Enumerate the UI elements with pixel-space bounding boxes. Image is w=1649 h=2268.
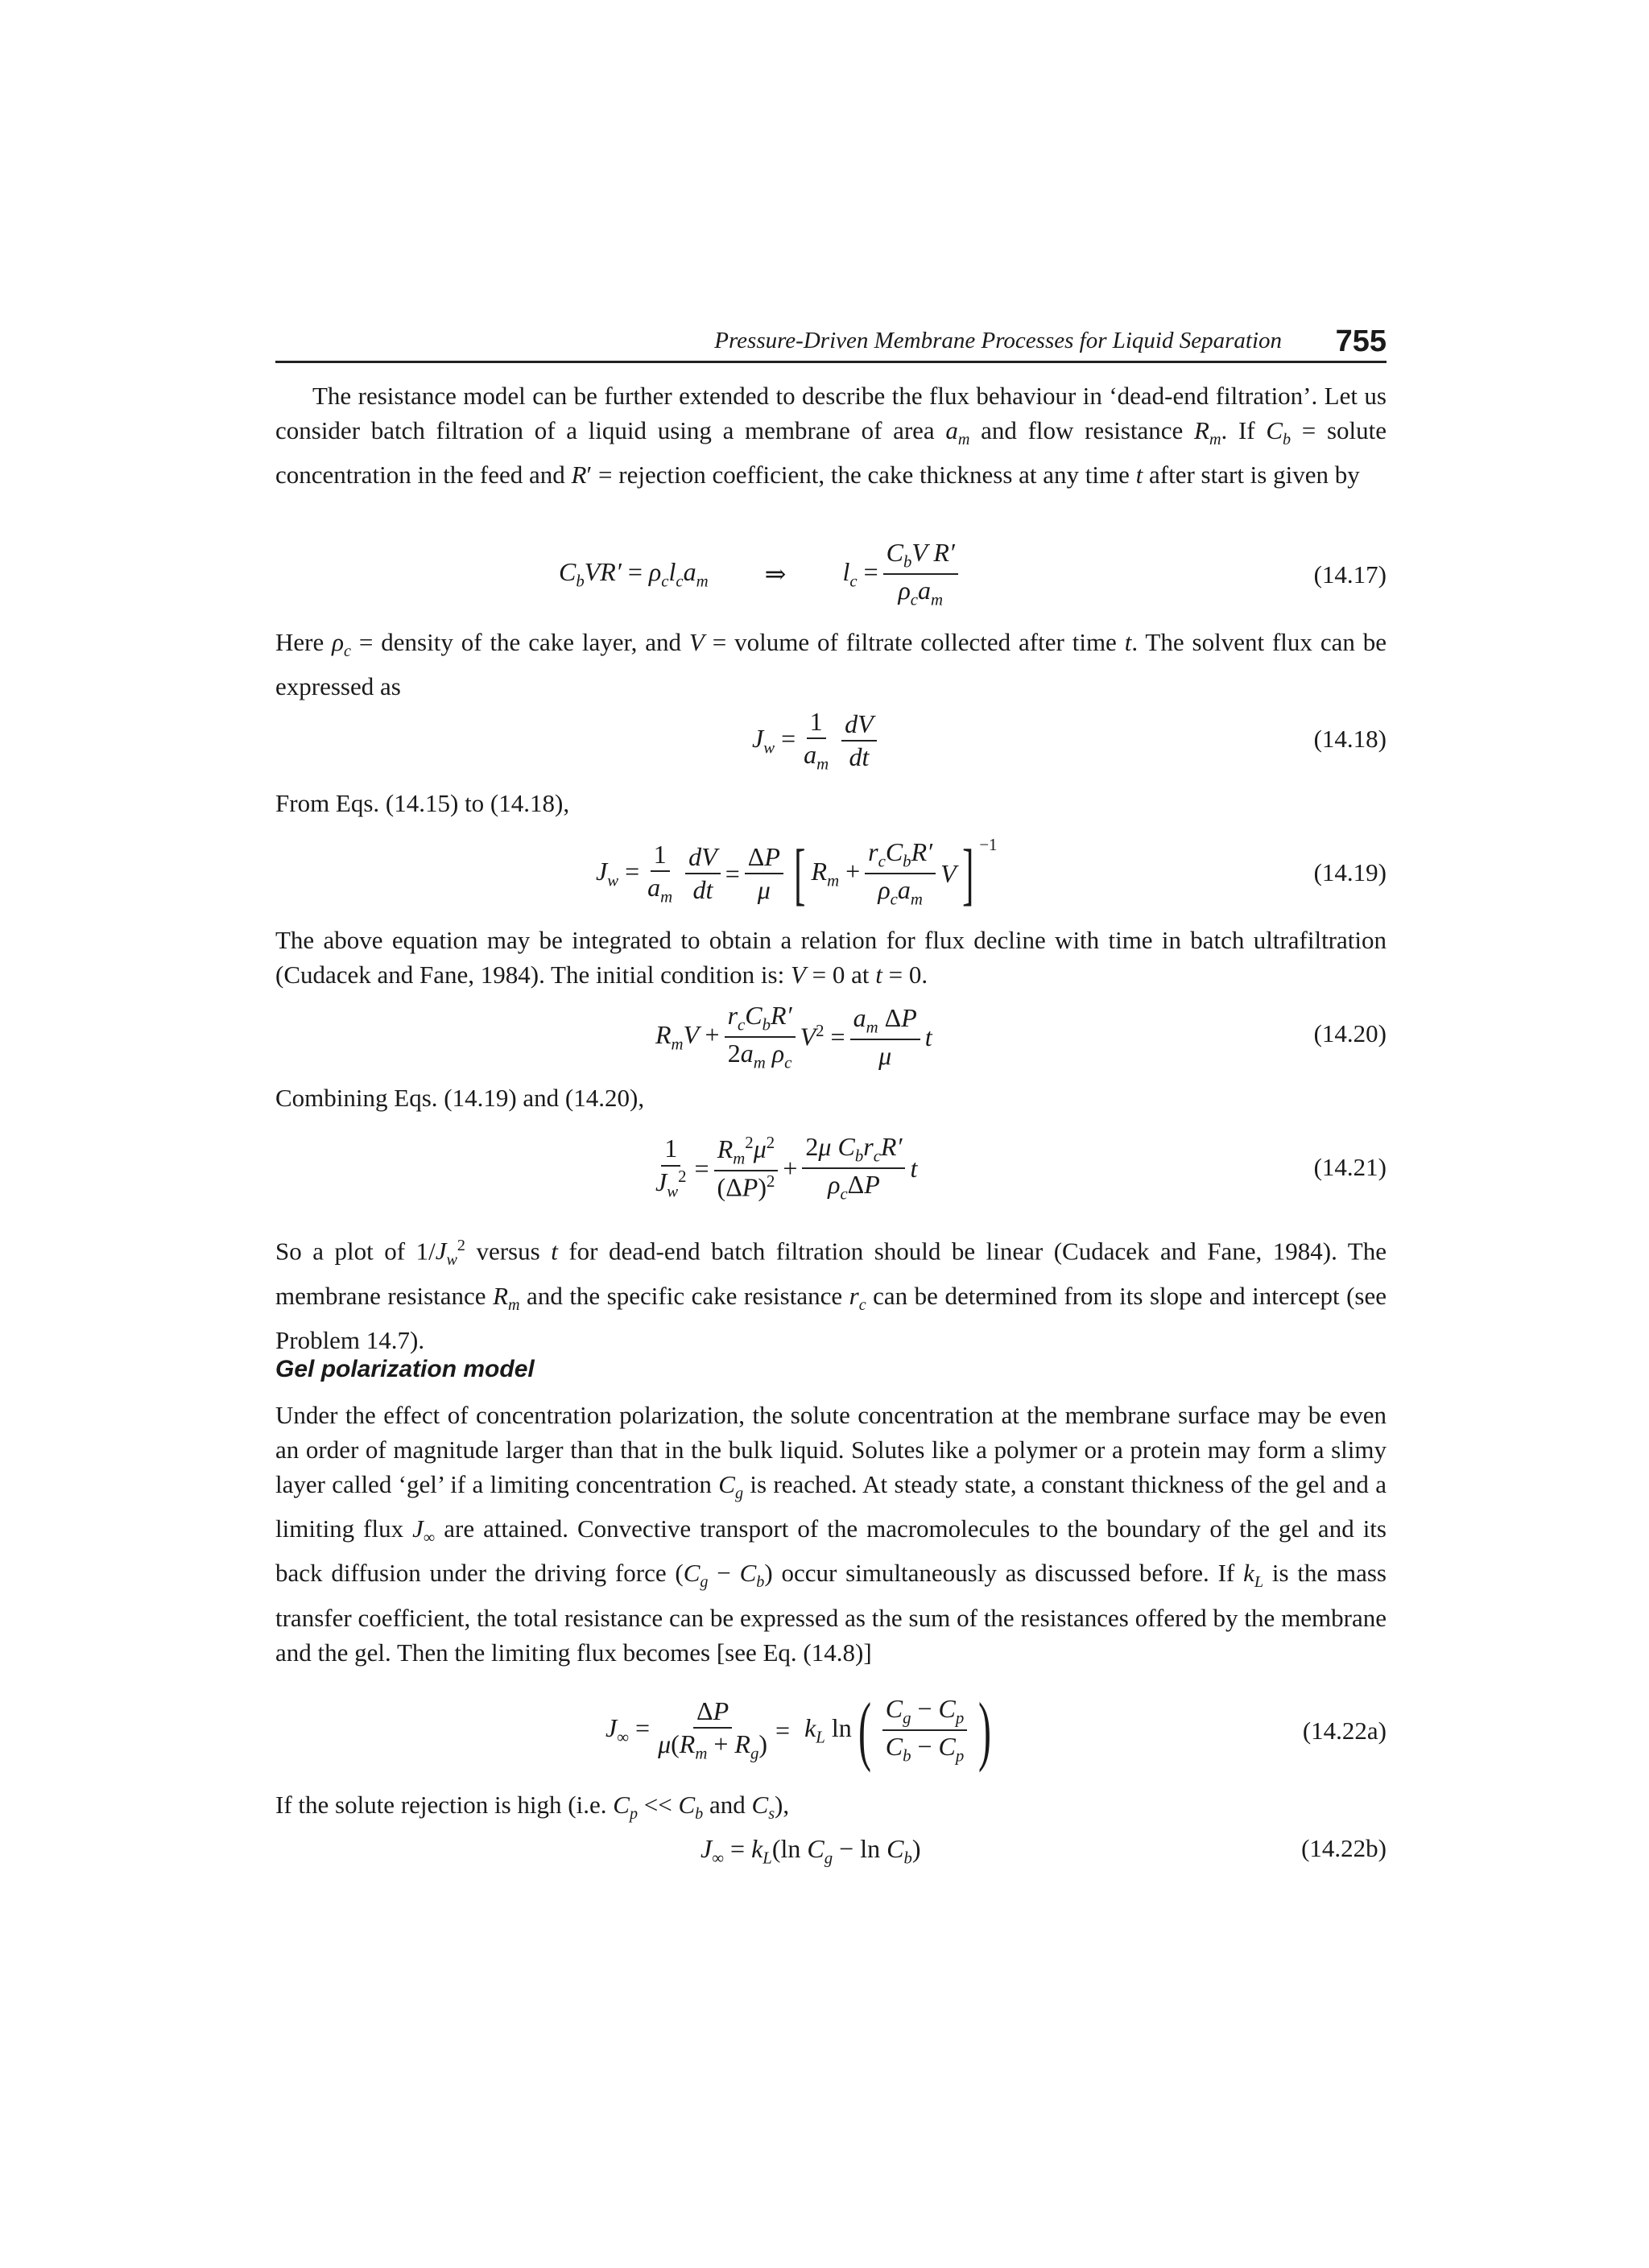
equation-number: (14.22b) [1301,1834,1387,1862]
equation-number: (14.21) [1313,1153,1387,1181]
equation-number: (14.19) [1313,858,1387,886]
equation-14-19: $J_w$ = $\frac{1}{a_m}$ $\frac{dV}{dt}$ = $\frac{\Delta P}{\mu}$ [ $R_m$ + $\frac{r_cC_bR'}{\rho_ca_m}$ V ] $^{-1}$ (14.19) [596,835,1387,912]
equation-14-17: $C_bVR' = \rho_cl_ca_m$ ⇒ $l_c$ = $\frac{C_bV R'}{\rho_ca_m}$ (14.17) [559,537,1387,609]
equation-number: (14.18) [1313,725,1387,753]
paragraph-from-eqs: From Eqs. (14.15) to (14.18), [275,789,570,817]
page-number: 755 [1335,324,1387,358]
paragraph-high-rejection: If the solute rejection is high (i.e. $C_p << C_b$ and $C_s$), [275,1791,790,1824]
equation-number: (14.20) [1313,1019,1387,1047]
equation-number: (14.17) [1313,560,1387,589]
equation-14-18: $J_w$ = $\frac{1}{a_m}$ $\frac{dV}{dt}$ (14.18) [752,706,1387,774]
running-header [275,319,1387,363]
paragraph-plot: So a plot of $1/J_w^2$ versus t for dead-end batch filtration should be linear (Cudacek and Fane, 1984). The membrane resistance $R_m$ and the specific cake resistance $r_c$ can be determined from its slope and intercept (see Problem 14.7). [275,1237,1387,1354]
equation-number: (14.22a) [1302,1716,1387,1745]
paragraph-combining: Combining Eqs. (14.19) and (14.20), [275,1084,645,1112]
paragraph-gel-polarization: Under the effect of concentration polarization, the solute concentration at the membrane surface may be even an order of magnitude larger than that in the bulk liquid. Solutes like a polymer or a protein may form a slimy layer called ‘gel’ if a limiting concentration $C_g$ is reached. At steady state, a constant thickness of the gel and a limiting flux $J_\infty$ are attained. Convective transport of the macromolecules to the boundary of the gel and its back diffusion under the driving force $(C_g - C_b)$ occur simultaneously as discussed before. If $k_L$ is the mass transfer coefficient, the total resistance can be expressed as the sum of the resistances offered by the membrane and the gel. Then the limiting flux becomes [see Eq. (14.8)] [275,1401,1387,1667]
paragraph-integration: The above equation may be integrated to obtain a relation for flux decline with time in batch ultrafiltration (Cudacek and Fane, 1984). The initial condition is: V = 0 at t = 0. [275,926,1387,989]
section-heading: Gel polarization model [275,1356,535,1382]
running-title: Pressure-Driven Membrane Processes for Liquid Separation [714,328,1282,353]
equation-14-20: $R_mV$ + $\frac{r_cC_bR'}{2a_m \rho_c}$ $V^2$ = $\frac{a_m \Delta P}{\mu}$ t (14.20) [655,1000,1387,1072]
equation-14-21: $\frac{1}{J_w^2}$ = $\frac{R_m^2\mu^2}{(\Delta P)^2}$ + $\frac{2\mu C_br_cR'}{\rho_c\Delta P}$ t (14.21) [655,1131,1387,1204]
paragraph-cake-density: Here $\rho_c$ = density of the cake layer, and V = volume of filtrate collected after time t. The solvent flux can be expressed as [275,628,1387,701]
equation-14-22b: $J_\infty = k_L(\ln$ $C_g - \ln C_b$) (14.22b) [701,1833,1387,1868]
paragraph-dead-end-filtration: The resistance model can be further extended to describe the flux behaviour in ‘dead-end filtration’. Let us consider batch filtration of a liquid using a membrane of area $a_m$ and flow resistance $R_m$. If $C_b$ = solute concentration in the feed and R′ = rejection coefficient, the cake thickness at any time t after start is given by [275,382,1387,490]
equation-14-22a: $J_\infty$ = $\frac{\Delta P}{\mu(R_m + R_g)}$ = $k_L$ ln ( $\frac{C_g - C_p}{C_b - C_p}$ ) (14.22a) [605,1687,1387,1773]
